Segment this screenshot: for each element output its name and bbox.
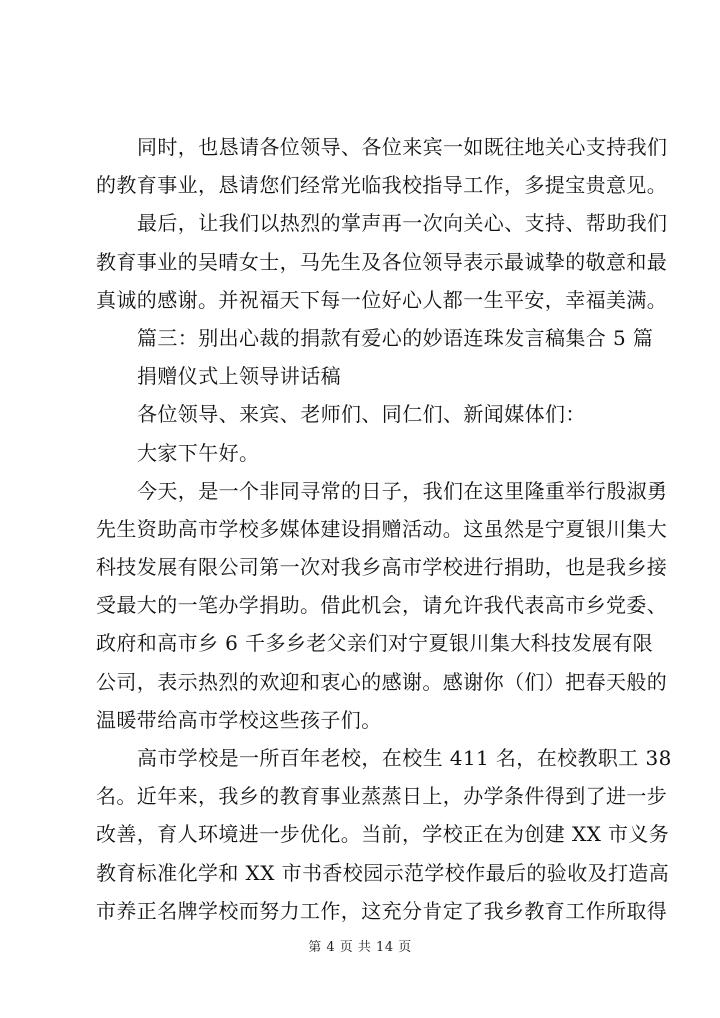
text-line: 名。近年来，我乡的教育事业蒸蒸日上，办学条件得到了进一步: [96, 784, 668, 809]
text-line: 公司，表示热烈的欢迎和衷心的感谢。感谢你（们）把春天般的: [96, 669, 668, 694]
text-line: 的教育事业，恳请您们经常光临我校指导工作，多提宝贵意见。: [96, 173, 668, 198]
text-line: 教育标准化学和 XX 市书香校园示范学校作最后的验收及打造高: [96, 860, 670, 885]
text-line: 科技发展有限公司第一次对我乡高市学校进行捐助，也是我乡接: [96, 555, 668, 580]
text-line: 今天，是一个非同寻常的日子，我们在这里隆重举行殷淑勇: [137, 478, 668, 503]
text-line: 先生资助高市学校多媒体建设捐赠活动。这虽然是宁夏银川集大: [96, 516, 668, 541]
text-line: 同时，也恳请各位领导、各位来宾一如既往地关心支持我们: [137, 135, 668, 159]
text-line: 高市学校是一所百年老校，在校生 411 名，在校教职工 38: [137, 746, 672, 770]
text-line: 政府和高市乡 6 千多乡老父亲们对宁夏银川集大科技发展有限: [96, 631, 654, 656]
text-line: 最后，让我们以热烈的掌声再一次向关心、支持、帮助我们: [137, 211, 668, 236]
text-line: 温暖带给高市学校这些孩子们。: [96, 707, 382, 732]
speech-title: 捐赠仪式上领导讲话稿: [137, 364, 341, 389]
section-heading: 篇三：别出心裁的捐款有爱心的妙语连珠发言稿集合 5 篇: [137, 325, 654, 350]
salutation: 各位领导、来宾、老师们、同仁们、新闻媒体们：: [137, 402, 586, 427]
document-body: [96, 128, 672, 930]
text-line: 改善，育人环境进一步优化。当前，学校正在为创建 XX 市义务: [96, 822, 670, 847]
page-number-footer: 第 4 页 共 14 页: [308, 940, 412, 955]
text-line: 真诚的感谢。并祝福天下每一位好心人都一生平安，幸福美满。: [96, 287, 668, 312]
text-line: 受最大的一笔办学捐助。借此机会，请允许我代表高市乡党委、: [96, 593, 668, 618]
text-line: 教育事业的吴晴女士，马先生及各位领导表示最诚挚的敬意和最: [96, 249, 668, 274]
greeting: 大家下午好。: [137, 440, 260, 465]
text-line: 市养正名牌学校而努力工作，这充分肯定了我乡教育工作所取得: [96, 898, 668, 923]
